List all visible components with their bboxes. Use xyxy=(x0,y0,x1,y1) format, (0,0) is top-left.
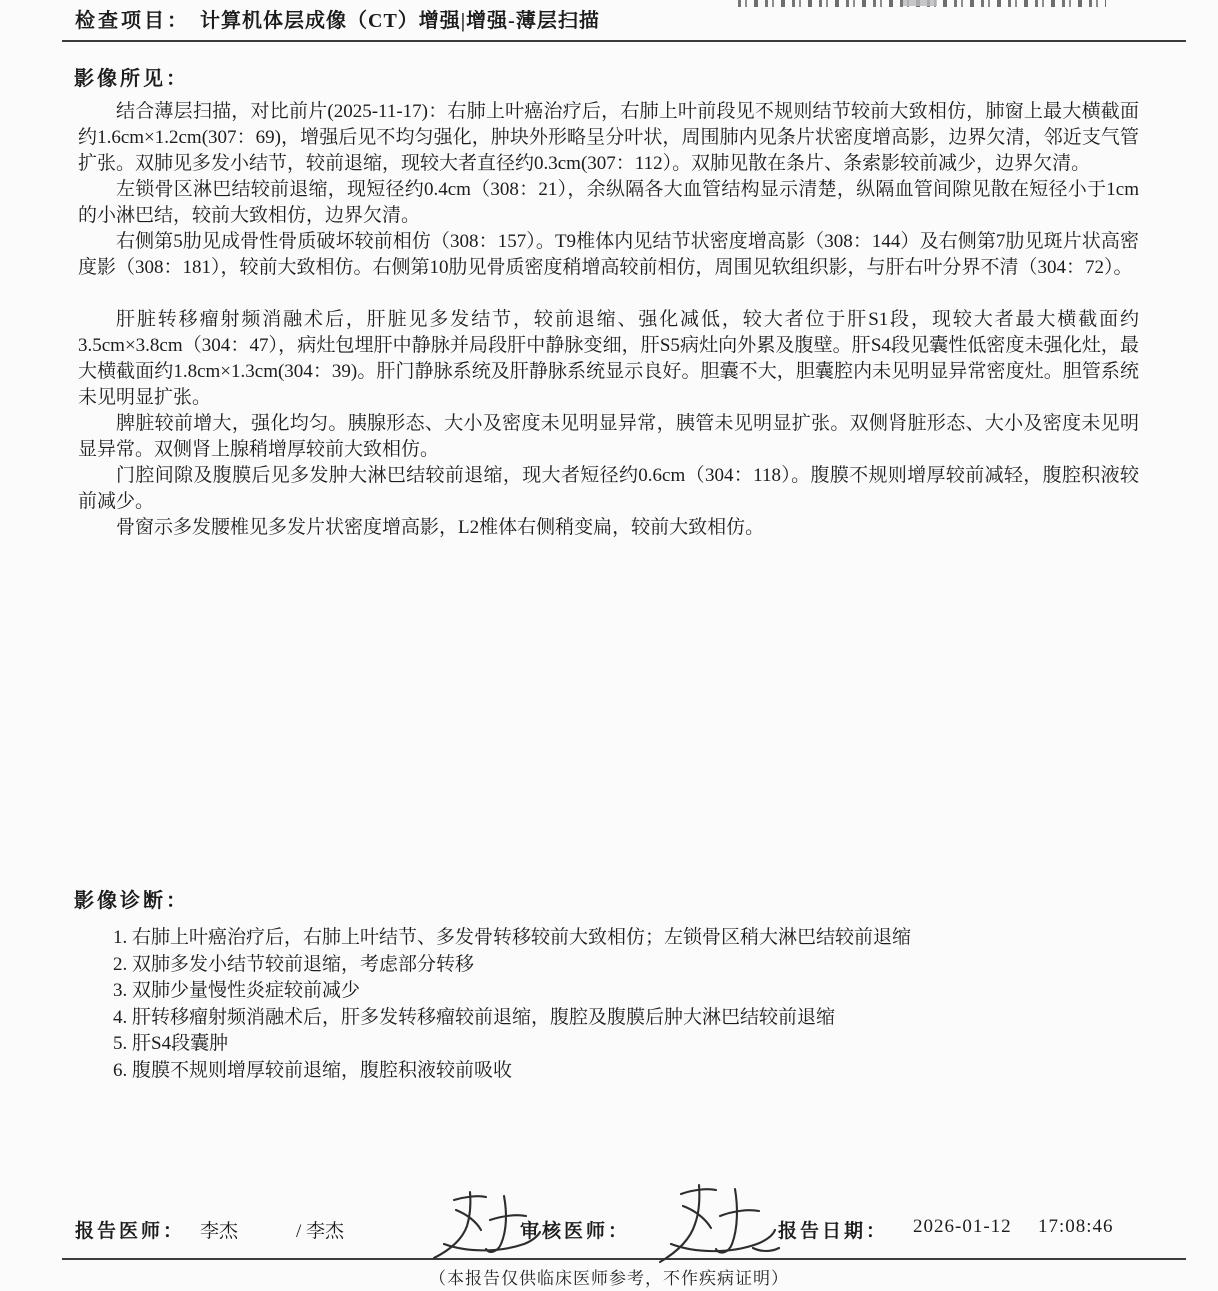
findings-paragraph-bone: 右侧第5肋见成骨性骨质破坏较前相仿（308：157）。T9椎体内见结节状密度增高影（308：144）及右侧第7肋见斑片状高密度影（308：181），较前大致相仿。右侧第10肋见骨质密度稍增高较前相仿，周围见软组织影，与肝右叶分界不清（304：72）。 xyxy=(78,231,1139,278)
exam-item-row xyxy=(75,4,600,33)
disclaimer-text: （本报告仅供临床医师参考，不作疾病证明） xyxy=(429,1269,789,1288)
header-divider xyxy=(62,40,1186,42)
report-date-label: 报告日期： xyxy=(778,1221,889,1242)
findings-paragraph-spleen-pancreas: 脾脏较前增大，强化均匀。胰腺形态、大小及密度未见明显异常，胰管未见明显扩张。双侧肾脏形态、大小及密度未见明显异常。双侧肾上腺稍增厚较前大致相仿。 xyxy=(78,413,1139,460)
diagnosis-item-2: 2. 双肺多发小结节较前退缩，考虑部分转移 xyxy=(113,953,475,975)
exam-item-value: 计算机体层成像（CT）增强|增强-薄层扫描 xyxy=(200,10,600,32)
signature-icon xyxy=(420,1186,552,1264)
report-doctor-signature xyxy=(420,1186,552,1264)
findings-body xyxy=(78,99,1139,541)
report-doctor-name: 李杰 xyxy=(200,1221,239,1242)
review-doctor-label: 审核医师： xyxy=(520,1221,631,1242)
diagnosis-list xyxy=(113,925,1133,1084)
findings-heading: 影像所见： xyxy=(74,68,189,90)
diagnosis-item-6: 6. 腹膜不规则增厚较前退缩，腹腔积液较前吸收 xyxy=(113,1059,513,1081)
diagnosis-item-5: 5. 肝S4段囊肿 xyxy=(113,1033,229,1054)
footer-divider xyxy=(62,1258,1186,1260)
findings-paragraph-spine: 骨窗示多发腰椎见多发片状密度增高影，L2椎体右侧稍变扁，较前大致相仿。 xyxy=(116,517,765,538)
diagnosis-item-1: 1. 右肺上叶癌治疗后，右肺上叶结节、多发骨转移较前大致相仿；左锁骨区稍大淋巴结较前退缩 xyxy=(113,927,912,948)
clipped-header-smudge xyxy=(903,0,937,6)
findings-paragraph-liver: 肝脏转移瘤射频消融术后，肝脏见多发结节，较前退缩、强化减低，较大者位于肝S1段，现较大者最大横截面约3.5cm×3.8cm（304：47），病灶包埋肝中静脉并局段肝中静脉变细，肝S5病灶向外累及腹壁。肝S4段见囊性低密度未强化灶，最大横截面约1.8cm×1.3cm(304：39)。肝门静脉系统及肝静脉系统显示良好。胆囊不大，胆囊腔内未见明显异常密度灶。胆管系统未见明显扩张。 xyxy=(78,309,1139,408)
findings-paragraph-peritoneum: 门腔间隙及腹膜后见多发肿大淋巴结较前退缩，现大者短径约0.6cm（304：118）。腹膜不规则增厚较前减轻，腹腔积液较前减少。 xyxy=(78,465,1139,512)
findings-paragraph-lung: 结合薄层扫描，对比前片(2025-11-17)：右肺上叶癌治疗后，右肺上叶前段见不规则结节较前大致相仿，肺窗上最大横截面约1.6cm×1.2cm(307：69)，增强后见不均匀强化，肿块外形略呈分叶状，周围肺内见条片状密度增高影，边界欠清，邻近支气管扩张。双肺见多发小结节，较前退缩，现较大者直径约0.3cm(307：112）。双肺见散在条片、条索影较前减少，边界欠清。 xyxy=(78,101,1139,174)
report-date-value: 2026-01-12 xyxy=(913,1216,1012,1237)
report-doctor-alt-name: / 李杰 xyxy=(296,1221,345,1242)
report-doctor-label: 报告医师： xyxy=(75,1221,186,1242)
report-time-value: 17:08:46 xyxy=(1038,1216,1114,1237)
signature-icon xyxy=(645,1178,787,1268)
diagnosis-item-4: 4. 肝转移瘤射频消融术后，肝多发转移瘤较前退缩，腹腔及腹膜后肿大淋巴结较前退缩 xyxy=(113,1006,836,1028)
exam-item-label: 检查项目： xyxy=(75,10,190,32)
diagnosis-item-3: 3. 双肺少量慢性炎症较前减少 xyxy=(113,980,361,1001)
diagnosis-heading: 影像诊断： xyxy=(74,890,189,912)
review-doctor-signature xyxy=(645,1178,787,1268)
findings-paragraph-lymph: 左锁骨区淋巴结较前退缩，现短径约0.4cm（308：21），余纵隔各大血管结构显示清楚，纵隔血管间隙见散在短径小于1cm的小淋巴结，较前大致相仿，边界欠清。 xyxy=(78,179,1139,226)
